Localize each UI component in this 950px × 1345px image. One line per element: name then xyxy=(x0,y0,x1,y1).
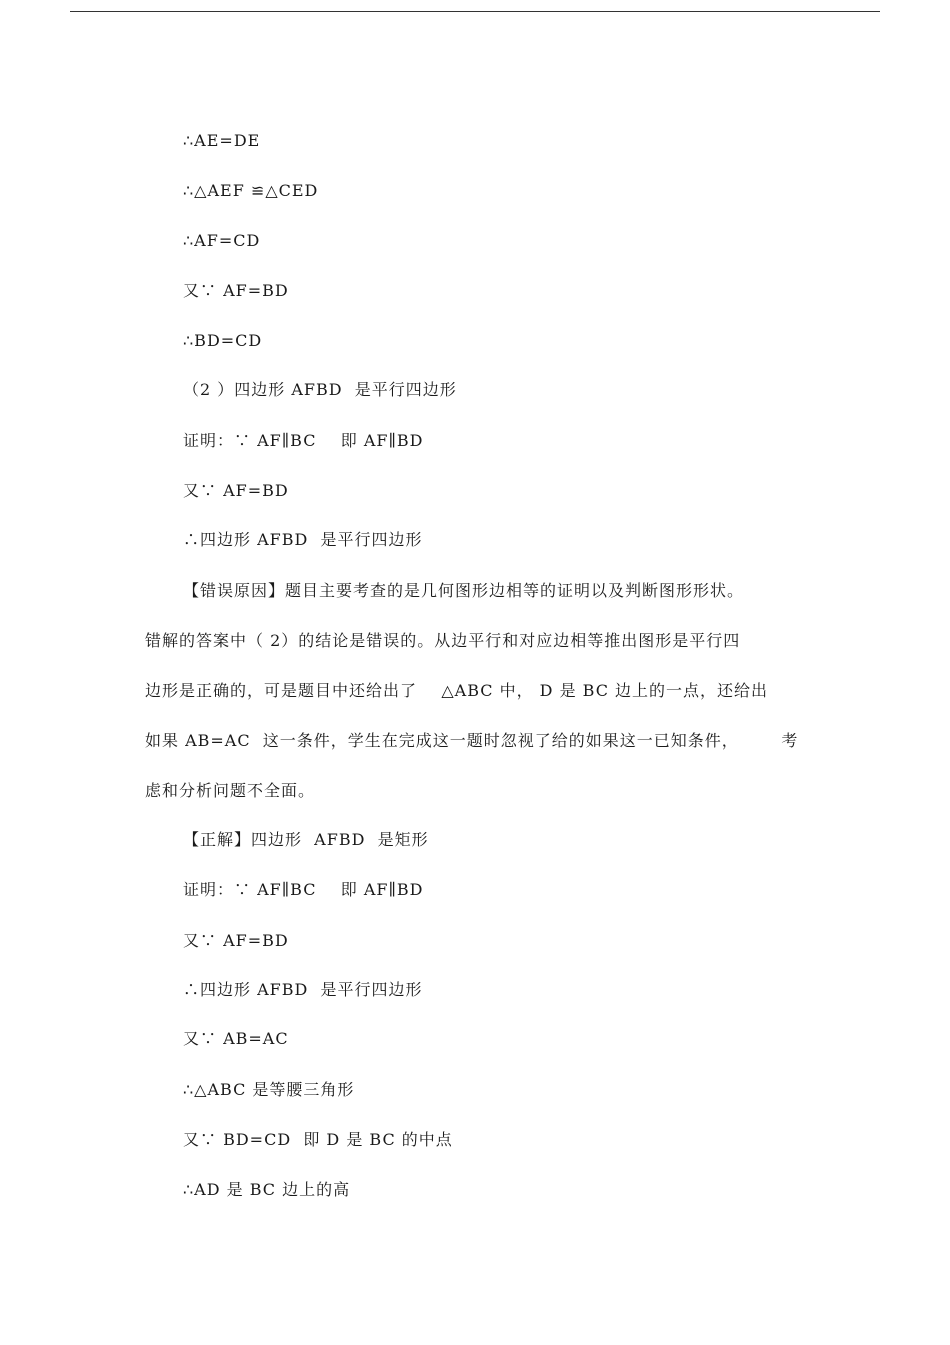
error-reason-line-3: 边形是正确的，可是题目中还给出了 △ABC 中， D 是 BC 边上的一点，还给出 xyxy=(145,681,769,700)
solution-line-2: 证明：∵ AF∥BC 即 AF∥BD xyxy=(183,880,424,899)
header-rule xyxy=(70,11,880,12)
solution-line-5: 又∵ AB=AC xyxy=(183,1029,289,1048)
proof-line-7: 证明：∵ AF∥BC 即 AF∥BD xyxy=(183,431,424,450)
proof-line-1: ∴AE=DE xyxy=(183,131,261,150)
error-reason-line-2: 错解的答案中（ 2）的结论是错误的。从边平行和对应边相等推出图形是平行四 xyxy=(145,631,741,650)
proof-line-8: 又∵ AF=BD xyxy=(183,481,289,500)
proof-line-3: ∴AF=CD xyxy=(183,231,261,250)
proof-line-4: 又∵ AF=BD xyxy=(183,281,289,300)
solution-line-4: ∴四边形 AFBD 是平行四边形 xyxy=(183,980,423,999)
proof-line-9: ∴四边形 AFBD 是平行四边形 xyxy=(183,530,423,549)
solution-line-8: ∴AD 是 BC 边上的高 xyxy=(183,1180,351,1199)
proof-line-5: ∴BD=CD xyxy=(183,331,263,350)
error-reason-heading: 【错误原因】题目主要考查的是几何图形边相等的证明以及判断图形形状。 xyxy=(183,581,745,600)
error-reason-line-4: 如果 AB=AC 这一条件，学生在完成这一题时忽视了给的如果这一已知条件， 考 xyxy=(145,731,799,750)
solution-line-7: 又∵ BD=CD 即 D 是 BC 的中点 xyxy=(183,1130,453,1149)
solution-line-6: ∴△ABC 是等腰三角形 xyxy=(183,1080,355,1099)
correct-solution-heading: 【正解】四边形 AFBD 是矩形 xyxy=(183,830,429,849)
proof-line-2: ∴△AEF ≌△CED xyxy=(183,181,319,200)
solution-line-3: 又∵ AF=BD xyxy=(183,931,289,950)
error-reason-line-5: 虑和分析问题不全面。 xyxy=(145,781,316,800)
part-2-statement: （2 ）四边形 AFBD 是平行四边形 xyxy=(183,380,457,399)
